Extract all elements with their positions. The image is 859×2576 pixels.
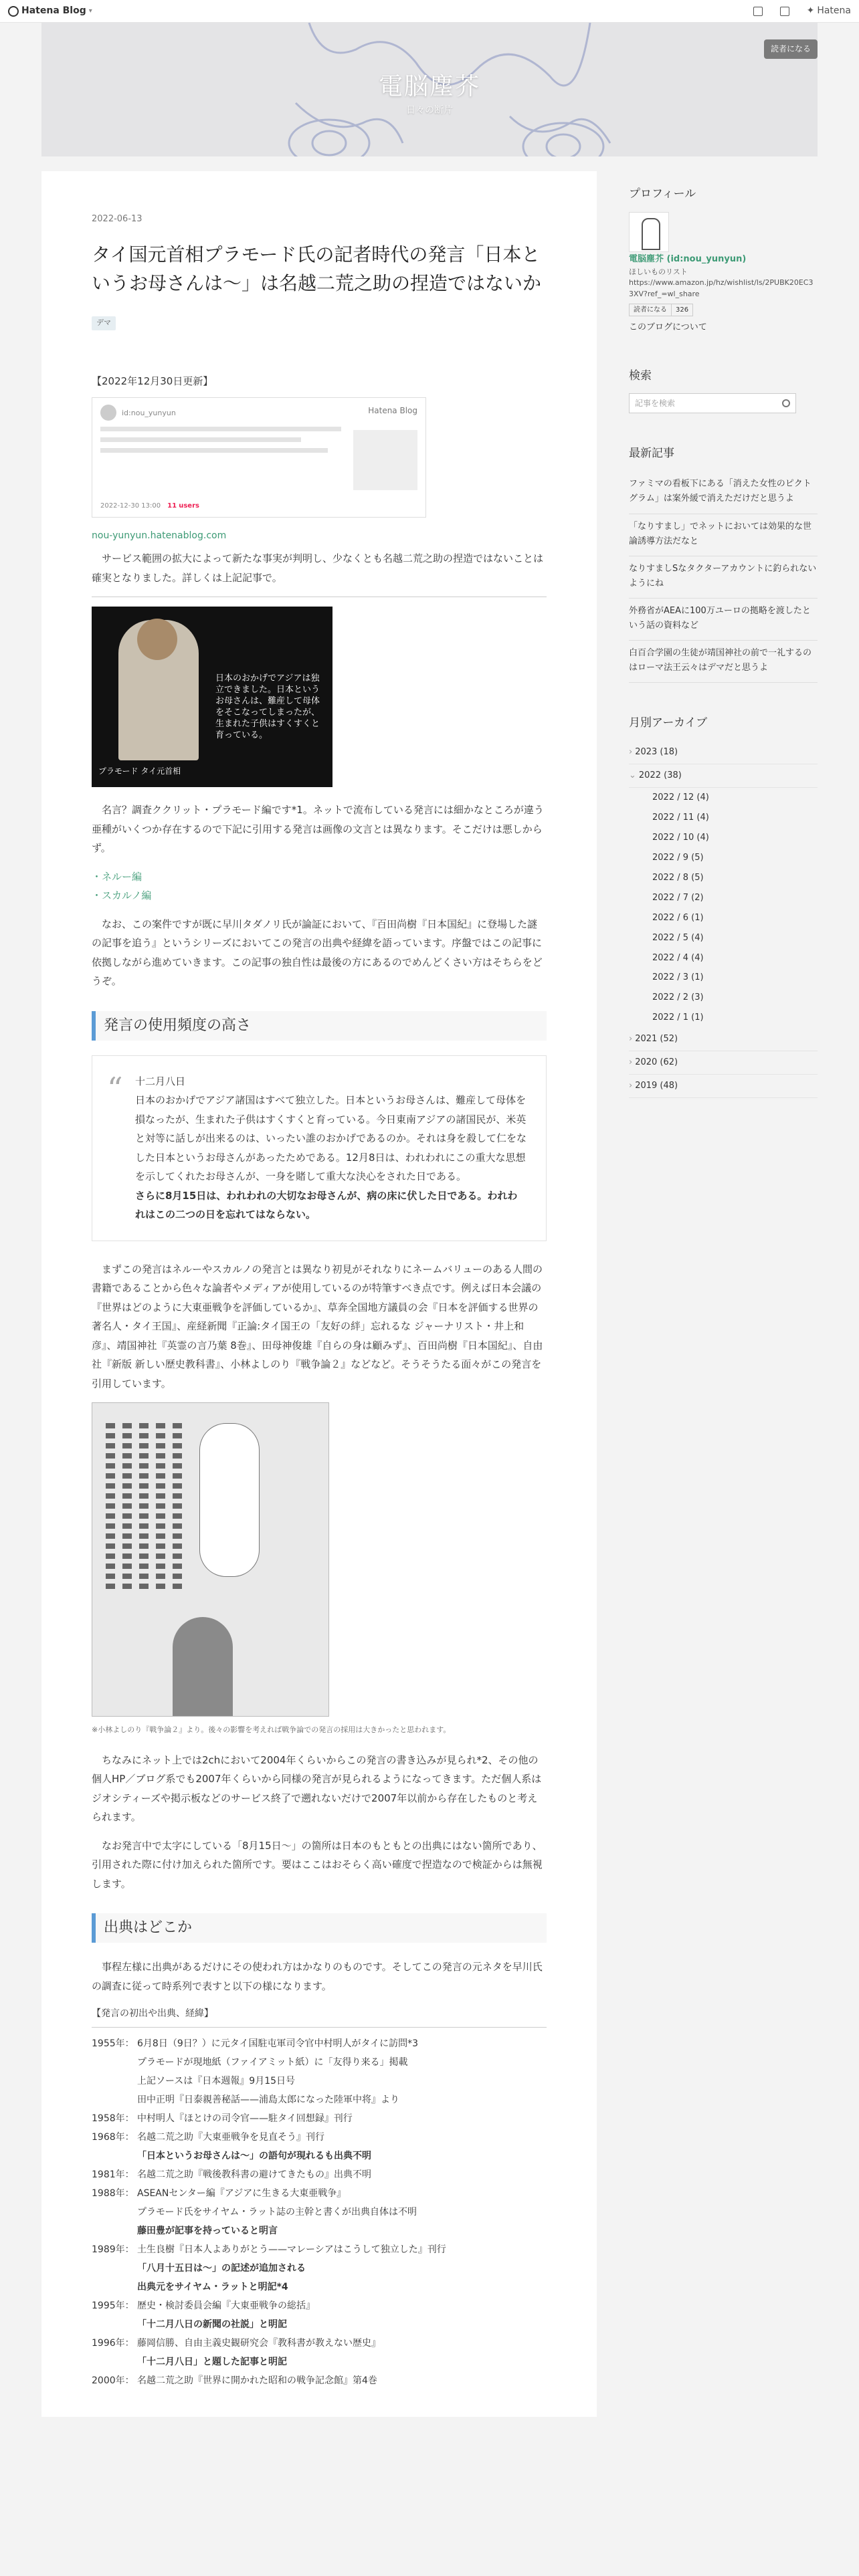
timeline-year — [92, 2072, 137, 2090]
search-icon[interactable] — [782, 399, 790, 407]
article — [41, 171, 597, 2417]
avatar[interactable] — [629, 212, 669, 252]
archive-month[interactable]: 2022 / 4 (4) — [652, 952, 704, 963]
paragraph: 名言？調査ククリット・プラモード編です*1。ネットで流布している発言には細かなところが違う亜種がいくつか存在するので下記に引用する発言は画像の文言とは異なります。そこだけは悪しからず。 — [92, 804, 544, 855]
timeline-row — [92, 2296, 547, 2315]
timeline-text: 中村明人『ほとけの司令官——駐タイ回想録』刊行 — [137, 2113, 353, 2125]
pencil-icon — [753, 7, 763, 16]
section-heading: 出典はどこか — [92, 1913, 547, 1943]
manga-text — [106, 1423, 115, 1590]
chevron-right-icon: › — [629, 1034, 633, 1045]
timeline-row — [92, 2371, 547, 2390]
manga-text — [139, 1423, 149, 1590]
timeline-text: 「日本というお母さんは〜」の語句が現れるも出典不明 — [137, 2151, 371, 2162]
search-input[interactable]: 記事を検索 — [629, 393, 796, 413]
quote-bold: さらに8月15日は、われわれの大切なお母さんが、病の床に伏した日である。われわれはこの二つの日を忘れてはならない。 — [135, 1189, 518, 1221]
archive-year[interactable]: › 2019 (48) — [629, 1075, 818, 1098]
hatena-icon: ✦ — [806, 5, 815, 17]
timeline-text: 「十二月八日の新聞の社説」と明記 — [137, 2319, 287, 2331]
archive-month[interactable]: 2022 / 1 (1) — [652, 1012, 704, 1023]
category-tag[interactable]: デマ — [92, 316, 116, 330]
timeline-text: 田中正明『日泰親善秘話——浦島太郎になった陸軍中将』より — [137, 2095, 399, 2106]
recent-article[interactable]: 白百合学園の生徒が靖国神社の前で一礼するのはローマ法王云々はデマだと思うよ — [629, 641, 818, 683]
timeline-title: 【発言の初出や出典、経緯】 — [92, 2008, 213, 2020]
timeline-year: 1995年： — [92, 2300, 134, 2312]
quote-body: 日本のおかげでアジア諸国はすべて独立した。日本というお母さんは、難産して母体を損なったが、生まれた子供はすくすくと育っている。今日東南アジアの諸国民が、米英と対等に話しが出来るのは、いったい誰のおかげであるのか。それは身を殺して仁をなした日本というお母さんがあったためである。12月8日は、われわれにこの重大な思想を示してくれたお母さんが、一身を賭して重大な決心をされた日である。 — [135, 1094, 527, 1183]
embed-brand: Hatena Blog — [368, 406, 417, 416]
archive-month[interactable]: 2022 / 11 (4) — [652, 813, 709, 823]
hatena-blog-logo[interactable] — [8, 2, 92, 20]
photo-caption-name: プラモード タイ元首相 — [98, 766, 181, 776]
timeline-text: プラモードが現地紙（ファイアミット紙）に「友得り来る」掲載 — [137, 2057, 408, 2068]
profile-url[interactable]: https://www.amazon.jp/hz/wishlist/ls/2PUBK20EC33XV?ref_=wl_share — [629, 278, 814, 298]
timeline-year — [92, 2353, 137, 2371]
archive-month[interactable]: 2022 / 5 (4) — [652, 932, 704, 943]
recent-article[interactable]: なりすましSなタクターアカウントに釣られないようにね — [629, 556, 818, 599]
timeline-row — [92, 2184, 547, 2203]
timeline-text: 「八月十五日は〜」の記述が追加される — [137, 2263, 306, 2274]
related-links — [92, 867, 547, 905]
archive-month[interactable]: 2022 / 8 (5) — [652, 872, 704, 883]
timeline-year: 2000年： — [92, 2375, 134, 2387]
archive-year[interactable]: › 2020 (62) — [629, 1051, 818, 1075]
archive-year[interactable]: › 2021 (52) — [629, 1028, 818, 1051]
timeline-row — [92, 2334, 547, 2353]
archive-year[interactable]: › 2023 (18) — [629, 741, 818, 764]
subscribe-widget[interactable]: 読者になる 326 — [629, 304, 693, 316]
archive-month[interactable]: 2022 / 6 (1) — [652, 912, 704, 923]
article-date[interactable]: 2022-06-13 — [92, 214, 142, 224]
timeline-year — [92, 2203, 137, 2222]
list-item[interactable]: ・スカルノ編 — [92, 889, 152, 902]
manga-image — [92, 1402, 329, 1717]
timeline-text: 土生良樹『日本人よありがとう——マレーシアはこうして独立した』刊行 — [137, 2244, 446, 2256]
archive-month[interactable]: 2022 / 7 (2) — [652, 892, 704, 903]
timeline-row — [92, 2109, 547, 2128]
section-title: プロフィール — [629, 187, 696, 201]
blog-header — [41, 23, 818, 156]
timeline-year — [92, 2222, 137, 2240]
paragraph: なお、この案件ですが既に早川タダノリ氏が論証において、『百田尚樹『日本国紀』に登場した謎の記事を追う』というシリーズにおいてこの発言の出典や経緯を語っています。序盤ではこの記事に依拠しながら進めていきます。この記事の独自性は最後の方にあるのでめんどくさい方はそちらをどうぞ。 — [92, 918, 543, 988]
timeline-row — [92, 2165, 547, 2184]
paragraph: 事程左様に出典があるだけにその使われ方はかなりのものです。そしてこの発言の元ネタを早川氏の調査に従って時系列で表すと以下の様になります。 — [92, 1961, 543, 1992]
list-item[interactable]: ・ネルー編 — [92, 870, 142, 883]
manage-button[interactable] — [780, 7, 792, 16]
chevron-right-icon: › — [629, 1081, 633, 1091]
timeline-year: 1955年： — [92, 2038, 134, 2050]
photo-head — [137, 619, 177, 660]
timeline-text: 上記ソースは『日本週報』9月15日号 — [137, 2076, 296, 2087]
timeline-row — [92, 2053, 547, 2072]
timeline-year: 1968年： — [92, 2132, 134, 2143]
archive-year[interactable]: ⌄ 2022 (38) — [629, 764, 818, 788]
timeline-year: 1981年： — [92, 2169, 134, 2181]
article-title[interactable]: タイ国元首相プラモード氏の記者時代の発言「日本というお母さんは〜」は名越二荒之助の捏造ではないか — [92, 243, 542, 295]
quote-block — [92, 1055, 547, 1241]
timeline-year: 1989年： — [92, 2244, 134, 2256]
timeline-year: 1996年： — [92, 2338, 134, 2349]
embed-thumbnail — [353, 430, 417, 490]
avatar — [100, 405, 116, 421]
hatena-logo-icon — [8, 6, 19, 17]
timeline-year — [92, 2259, 137, 2278]
profile-section — [629, 185, 818, 336]
global-header — [0, 0, 859, 23]
blog-subtitle: 日々の断片 — [406, 105, 453, 116]
paragraph: ちなみにネット上では2chにおいて2004年くらいからこの発言の書き込みが見られ*2、その他の個人HP／ブログ系でも2007年くらいから同様の発言が見られるようになってきます。ただ個人系はジオシティーズや掲示板などのサービス終了で遡れないだけで2007年以前から存在したものと考えられます。 — [92, 1753, 542, 1824]
archive-month[interactable]: 2022 / 9 (5) — [652, 853, 704, 863]
timeline-text: 藤田豊が記事を持っていると明言 — [137, 2226, 278, 2237]
timeline — [92, 2034, 547, 2390]
search-section — [629, 366, 818, 414]
timeline-row — [92, 2315, 547, 2334]
paragraph: サービス範囲の拡大によって新たな事実が判明し、少なくとも名越二荒之助の捏造ではないことは確実となりました。詳しくは上記記事で。 — [92, 552, 544, 584]
timeline-text: 名越二荒之助『大東亜戦争を見直そう』刊行 — [137, 2132, 324, 2143]
timeline-row — [92, 2278, 547, 2296]
embed-timestamp: 2022-12-30 13:00 — [100, 502, 161, 510]
photo-caption: 日本のおかげでアジアは独立できました。日本というお母さんは、難産して母体をそこなってしまったが、生まれた子供はすくすくと育っている。 — [215, 673, 320, 740]
timeline-year: 1988年： — [92, 2188, 134, 2199]
image-note: ※小林よしのり『戦争論２』より。後々の影響を考えれば戦争論での発言の採用は大きかったと思われます。 — [92, 1725, 451, 1735]
divider — [92, 2027, 547, 2028]
archive-month[interactable]: 2022 / 10 (4) — [652, 833, 709, 843]
timeline-text: 歴史・検討委員会編『大東亜戦争の総括』 — [137, 2300, 315, 2312]
manga-figure — [173, 1617, 233, 1717]
dashboard-icon — [780, 7, 789, 16]
timeline-year — [92, 2315, 137, 2334]
paragraph: なお発言中で太字にしている「8月15日〜」の箇所は日本のもともとの出典にはない箇所であり、引用された際に付け加えられた箇所です。要はここはおそらく高い確度で捏造なので検証からは無視します。 — [92, 1839, 543, 1890]
timeline-row — [92, 2072, 547, 2090]
section-title: 検索 — [629, 368, 652, 383]
timeline-row — [92, 2353, 547, 2371]
section-title: 月別アーカイブ — [629, 716, 708, 730]
timeline-row — [92, 2203, 547, 2222]
embed-user: id:nou_yunyun — [122, 408, 176, 417]
timeline-row — [92, 2147, 547, 2165]
archive-section — [629, 714, 818, 1098]
blog-card-embed[interactable] — [92, 397, 426, 518]
hatena-menu-button[interactable]: ✦ Hatena — [807, 2, 851, 20]
timeline-row — [92, 2128, 547, 2147]
chevron-down-icon: ⌄ — [629, 770, 636, 781]
timeline-year: 1958年： — [92, 2113, 134, 2125]
manga-text — [173, 1423, 182, 1590]
timeline-row — [92, 2034, 547, 2053]
timeline-row — [92, 2240, 547, 2259]
timeline-text: 「十二月八日」と題した記事と明記 — [137, 2357, 287, 2368]
chevron-right-icon: › — [629, 1057, 633, 1068]
timeline-text: プラモード氏をサイヤム・ラット誌の主幹と書くが出典自体は不明 — [137, 2207, 417, 2218]
timeline-row — [92, 2090, 547, 2109]
timeline-row — [92, 2222, 547, 2240]
about-link[interactable]: このブログについて — [629, 322, 707, 333]
manga-text — [122, 1423, 132, 1590]
archive-months — [629, 788, 818, 1028]
recent-article[interactable]: 「なりすまし」でネットにおいては効果的な世論誘導方法だなと — [629, 514, 818, 556]
chevron-right-icon: › — [629, 747, 633, 758]
timeline-text: 出典元をサイヤム・ラットと明記*4 — [137, 2282, 288, 2293]
logo-text: Hatena Blog — [21, 5, 86, 17]
timeline-year — [92, 2053, 137, 2072]
timeline-text: 藤岡信勝、自由主義史観研究会『教科書が教えない歴史』 — [137, 2338, 381, 2349]
profile-name[interactable]: 電脳塵芥 (id:nou_yunyun) — [629, 253, 747, 264]
timeline-text: 6月8日（9日？）に元タイ国駐屯軍司令官中村明人がタイに訪問*3 — [137, 2038, 419, 2050]
timeline-year — [92, 2147, 137, 2165]
write-button[interactable] — [753, 7, 765, 16]
bookmark-count[interactable]: 11 — [167, 502, 177, 510]
update-note: 【2022年12月30日更新】 — [92, 374, 213, 387]
profile-desc: ほしいものリスト — [629, 267, 688, 276]
sidebar — [629, 171, 818, 2417]
blog-title[interactable]: 電脳塵芥 — [378, 73, 480, 100]
timeline-row — [92, 2259, 547, 2278]
quote-icon: “ — [107, 1070, 123, 1107]
bookmark-label: users — [179, 502, 199, 510]
recent-article[interactable]: 外務省がAEAに100万ユーロの拠略を渡したという話の資料など — [629, 599, 818, 641]
manga-bubble — [199, 1423, 260, 1577]
source-link[interactable]: nou-yunyun.hatenablog.com — [92, 530, 227, 542]
archive-month[interactable]: 2022 / 2 (3) — [652, 992, 704, 1003]
manga-text — [156, 1423, 165, 1590]
archive-month[interactable]: 2022 / 12 (4) — [652, 792, 709, 803]
subscribe-button[interactable]: 読者になる — [764, 39, 818, 59]
chevron-down-icon[interactable]: ▾ — [88, 7, 92, 15]
pramoj-photo — [92, 607, 332, 787]
section-title: 最新記事 — [629, 447, 674, 461]
archive-month[interactable]: 2022 / 3 (1) — [652, 972, 704, 983]
timeline-text: ASEANセンター編『アジアに生きる大東亜戦争』 — [137, 2188, 347, 2199]
quote-title: 十二月八日 — [135, 1075, 186, 1087]
timeline-year — [92, 2278, 137, 2296]
timeline-year — [92, 2090, 137, 2109]
section-heading: 発言の使用頻度の高さ — [92, 1011, 547, 1041]
timeline-text: 名越二荒之助『世界に開かれた昭和の戦争記念館』第4巻 — [137, 2375, 377, 2387]
paragraph: まずこの発言はネルーやスカルノの発言とは異なり初見がそれなりにネームバリューのある人間の書籍であることから色々な論者やメディアが使用しているのが特筆すべき点です。例えば日本会議の『世界はどのように大東亜戦争を評価しているか』、草奔全国地方議員の会『日本を評価する世界の著名人・タイ王国』、産経新聞『正論:タイ国王の「友好の絆」忘れるな ジャーナリスト・井上和彦』、靖国神社『英霊の言乃葉 8巻』、田母神俊雄『自らの身は顧みず』、百田尚樹『日本国紀』、自由社『新版 新しい歴史教科書』、小林よしのり『戦争論２』などなど。そうそうたる面々がこの発言を引用しています。 — [92, 1263, 543, 1390]
recent-section — [629, 444, 818, 683]
timeline-text: 名越二荒之助『戦後教科書の避けてきたもの』出典不明 — [137, 2169, 371, 2181]
recent-article[interactable]: ファミマの看板下にある「消えた女性のピクトグラム」は案外緩で消えただけだと思うよ — [629, 471, 818, 514]
